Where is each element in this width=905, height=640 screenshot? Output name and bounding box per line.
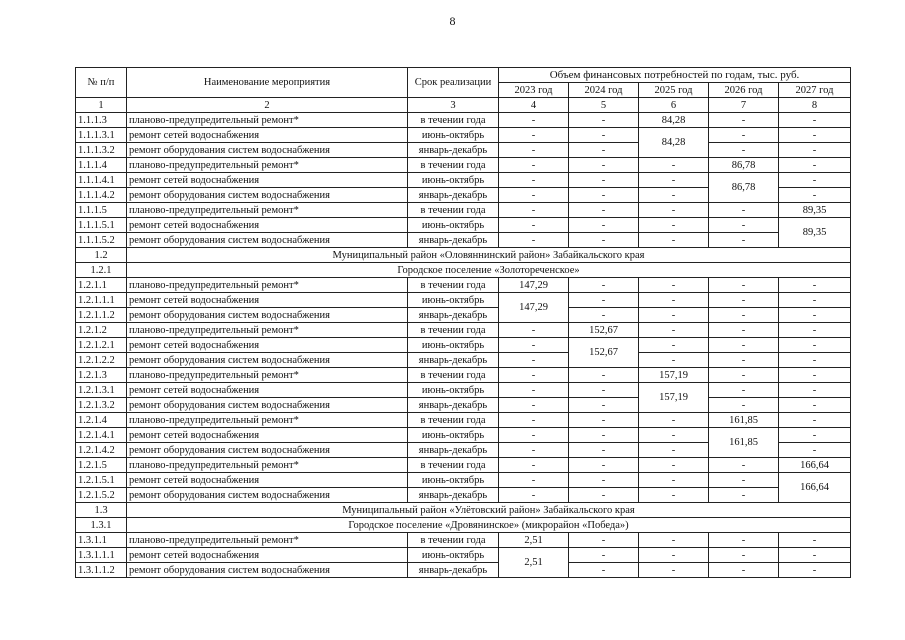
amount-2027: 89,35 <box>779 218 851 248</box>
amount-2027: - <box>779 368 851 383</box>
amount-2026: - <box>709 293 779 308</box>
amount-2026: - <box>709 533 779 548</box>
activity-name: ремонт оборудования систем водоснабжения <box>127 443 408 458</box>
amount-2024: - <box>569 173 639 188</box>
amount-2024: - <box>569 413 639 428</box>
implementation-term: январь-декабрь <box>408 398 499 413</box>
amount-2024: - <box>569 128 639 143</box>
amount-2026: - <box>709 278 779 293</box>
table-row <box>76 563 851 578</box>
amount-2024: - <box>569 218 639 233</box>
activity-name: планово-предупредительный ремонт* <box>127 113 408 128</box>
amount-2023: - <box>499 173 569 188</box>
amount-2026: - <box>709 113 779 128</box>
section-row <box>76 248 851 263</box>
activity-name: планово-предупредительный ремонт* <box>127 323 408 338</box>
column-number: 5 <box>569 98 639 113</box>
activity-name: ремонт сетей водоснабжения <box>127 383 408 398</box>
amount-2026: 86,78 <box>709 173 779 203</box>
amount-2025: - <box>639 233 709 248</box>
financing-table <box>75 67 851 578</box>
table-row <box>76 383 851 398</box>
amount-2023: 2,51 <box>499 533 569 548</box>
amount-2023: - <box>499 488 569 503</box>
table-row <box>76 338 851 353</box>
amount-2025: - <box>639 323 709 338</box>
table-row <box>76 368 851 383</box>
amount-2025: - <box>639 488 709 503</box>
amount-2023: - <box>499 158 569 173</box>
row-number: 1.2.1.2 <box>76 323 127 338</box>
section-row <box>76 263 851 278</box>
amount-2027: - <box>779 353 851 368</box>
amount-2023: - <box>499 458 569 473</box>
amount-2026: - <box>709 368 779 383</box>
activity-name: ремонт сетей водоснабжения <box>127 218 408 233</box>
implementation-term: в течении года <box>408 413 499 428</box>
amount-2023: 147,29 <box>499 293 569 323</box>
amount-2024: - <box>569 293 639 308</box>
header-year-2026: 2026 год <box>709 83 779 98</box>
amount-2025: - <box>639 458 709 473</box>
implementation-term: январь-декабрь <box>408 488 499 503</box>
amount-2024: 152,67 <box>569 338 639 368</box>
table-row <box>76 293 851 308</box>
amount-2024: - <box>569 113 639 128</box>
amount-2025: - <box>639 173 709 188</box>
table-row <box>76 233 851 248</box>
implementation-term: в течении года <box>408 278 499 293</box>
column-number: 4 <box>499 98 569 113</box>
row-number: 1.2.1.1.2 <box>76 308 127 323</box>
implementation-term: в течении года <box>408 533 499 548</box>
implementation-term: июнь-октябрь <box>408 383 499 398</box>
amount-2024: - <box>569 443 639 458</box>
amount-2024: - <box>569 563 639 578</box>
amount-2023: 2,51 <box>499 548 569 578</box>
amount-2027: - <box>779 158 851 173</box>
amount-2026: 86,78 <box>709 158 779 173</box>
amount-2023: - <box>499 233 569 248</box>
row-number: 1.2.1.4 <box>76 413 127 428</box>
amount-2025: - <box>639 278 709 293</box>
amount-2023: - <box>499 473 569 488</box>
amount-2023: - <box>499 398 569 413</box>
row-number: 1.2.1.1.1 <box>76 293 127 308</box>
activity-name: ремонт оборудования систем водоснабжения <box>127 188 408 203</box>
row-number: 1.1.1.3.2 <box>76 143 127 158</box>
implementation-term: июнь-октябрь <box>408 473 499 488</box>
column-number: 8 <box>779 98 851 113</box>
amount-2023: - <box>499 128 569 143</box>
amount-2025: - <box>639 473 709 488</box>
amount-2025: - <box>639 563 709 578</box>
implementation-term: январь-декабрь <box>408 233 499 248</box>
amount-2023: - <box>499 218 569 233</box>
section-title: Муниципальный район «Оловяннинский район» Забайкальского края <box>127 248 851 263</box>
implementation-term: в течении года <box>408 368 499 383</box>
amount-2026: - <box>709 353 779 368</box>
amount-2024: - <box>569 548 639 563</box>
implementation-term: июнь-октябрь <box>408 218 499 233</box>
implementation-term: июнь-октябрь <box>408 173 499 188</box>
implementation-term: в течении года <box>408 113 499 128</box>
header-financing-group: Объем финансовых потребностей по годам, тыс. руб. <box>499 68 851 83</box>
amount-2027: - <box>779 143 851 158</box>
implementation-term: июнь-октябрь <box>408 293 499 308</box>
amount-2027: - <box>779 323 851 338</box>
amount-2027: - <box>779 383 851 398</box>
section-row <box>76 503 851 518</box>
table-row <box>76 278 851 293</box>
amount-2027: - <box>779 338 851 353</box>
activity-name: ремонт оборудования систем водоснабжения <box>127 353 408 368</box>
amount-2025: - <box>639 158 709 173</box>
row-number: 1.2.1.4.1 <box>76 428 127 443</box>
header-num: № п/п <box>76 68 127 98</box>
row-number: 1.1.1.3 <box>76 113 127 128</box>
row-number: 1.2.1.5 <box>76 458 127 473</box>
amount-2026: - <box>709 323 779 338</box>
activity-name: планово-предупредительный ремонт* <box>127 158 408 173</box>
amount-2026: - <box>709 563 779 578</box>
amount-2025: - <box>639 308 709 323</box>
amount-2026: - <box>709 488 779 503</box>
column-number: 6 <box>639 98 709 113</box>
activity-name: планово-предупредительный ремонт* <box>127 413 408 428</box>
amount-2023: - <box>499 113 569 128</box>
table-row <box>76 323 851 338</box>
amount-2024: - <box>569 488 639 503</box>
header-year-2024: 2024 год <box>569 83 639 98</box>
section-title: Городское поселение «Дровянинское» (микрорайон «Победа») <box>127 518 851 533</box>
amount-2027: - <box>779 413 851 428</box>
row-number: 1.3.1.1.1 <box>76 548 127 563</box>
amount-2025: - <box>639 338 709 353</box>
table-row <box>76 128 851 143</box>
implementation-term: июнь-октябрь <box>408 338 499 353</box>
table-row <box>76 203 851 218</box>
amount-2024: - <box>569 188 639 203</box>
activity-name: ремонт сетей водоснабжения <box>127 128 408 143</box>
table-row <box>76 413 851 428</box>
amount-2024: - <box>569 458 639 473</box>
amount-2027: - <box>779 443 851 458</box>
table-row <box>76 353 851 368</box>
amount-2027: 166,64 <box>779 473 851 503</box>
activity-name: ремонт оборудования систем водоснабжения <box>127 398 408 413</box>
implementation-term: январь-декабрь <box>408 143 499 158</box>
activity-name: ремонт сетей водоснабжения <box>127 428 408 443</box>
row-number: 1.1.1.3.1 <box>76 128 127 143</box>
table-row <box>76 428 851 443</box>
header-year-2025: 2025 год <box>639 83 709 98</box>
amount-2024: - <box>569 473 639 488</box>
amount-2027: - <box>779 308 851 323</box>
amount-2025: - <box>639 428 709 443</box>
amount-2026: - <box>709 143 779 158</box>
implementation-term: в течении года <box>408 323 499 338</box>
activity-name: ремонт сетей водоснабжения <box>127 548 408 563</box>
amount-2024: - <box>569 158 639 173</box>
row-number: 1.2 <box>76 248 127 263</box>
amount-2027: - <box>779 548 851 563</box>
activity-name: ремонт оборудования систем водоснабжения <box>127 488 408 503</box>
amount-2025: - <box>639 353 709 368</box>
row-number: 1.2.1.3 <box>76 368 127 383</box>
activity-name: ремонт сетей водоснабжения <box>127 293 408 308</box>
table-row <box>76 113 851 128</box>
activity-name: ремонт сетей водоснабжения <box>127 473 408 488</box>
amount-2026: - <box>709 308 779 323</box>
amount-2027: - <box>779 128 851 143</box>
amount-2026: - <box>709 458 779 473</box>
activity-name: ремонт оборудования систем водоснабжения <box>127 143 408 158</box>
table-row <box>76 143 851 158</box>
amount-2024: 152,67 <box>569 323 639 338</box>
amount-2023: - <box>499 323 569 338</box>
column-number: 7 <box>709 98 779 113</box>
activity-name: ремонт сетей водоснабжения <box>127 173 408 188</box>
amount-2023: - <box>499 413 569 428</box>
amount-2023: - <box>499 143 569 158</box>
amount-2024: - <box>569 533 639 548</box>
amount-2027: - <box>779 563 851 578</box>
table-row <box>76 533 851 548</box>
implementation-term: в течении года <box>408 458 499 473</box>
amount-2026: 161,85 <box>709 413 779 428</box>
row-number: 1.1.1.5.2 <box>76 233 127 248</box>
amount-2024: - <box>569 398 639 413</box>
amount-2023: - <box>499 368 569 383</box>
amount-2025: - <box>639 218 709 233</box>
table-row <box>76 458 851 473</box>
amount-2025: 84,28 <box>639 113 709 128</box>
amount-2026: 161,85 <box>709 428 779 458</box>
section-title: Муниципальный район «Улётовский район» Забайкальского края <box>127 503 851 518</box>
amount-2027: 166,64 <box>779 458 851 473</box>
header-year-2027: 2027 год <box>779 83 851 98</box>
row-number: 1.1.1.5.1 <box>76 218 127 233</box>
amount-2025: - <box>639 548 709 563</box>
implementation-term: июнь-октябрь <box>408 548 499 563</box>
amount-2023: - <box>499 428 569 443</box>
column-number: 2 <box>127 98 408 113</box>
amount-2026: - <box>709 398 779 413</box>
activity-name: ремонт оборудования систем водоснабжения <box>127 563 408 578</box>
amount-2027: - <box>779 173 851 188</box>
row-number: 1.2.1.5.2 <box>76 488 127 503</box>
implementation-term: январь-декабрь <box>408 353 499 368</box>
implementation-term: в течении года <box>408 203 499 218</box>
amount-2026: - <box>709 233 779 248</box>
amount-2023: - <box>499 443 569 458</box>
implementation-term: в течении года <box>408 158 499 173</box>
amount-2027: - <box>779 293 851 308</box>
amount-2024: - <box>569 383 639 398</box>
table-row <box>76 473 851 488</box>
amount-2025: 157,19 <box>639 383 709 413</box>
row-number: 1.1.1.5 <box>76 203 127 218</box>
amount-2025: - <box>639 533 709 548</box>
row-number: 1.2.1.4.2 <box>76 443 127 458</box>
activity-name: ремонт оборудования систем водоснабжения <box>127 308 408 323</box>
amount-2026: - <box>709 473 779 488</box>
amount-2025: 84,28 <box>639 128 709 158</box>
table-row <box>76 158 851 173</box>
amount-2024: - <box>569 278 639 293</box>
table-row <box>76 218 851 233</box>
amount-2027: - <box>779 278 851 293</box>
row-number: 1.3.1.1.2 <box>76 563 127 578</box>
row-number: 1.2.1.1 <box>76 278 127 293</box>
amount-2025: - <box>639 188 709 203</box>
row-number: 1.1.1.4 <box>76 158 127 173</box>
activity-name: планово-предупредительный ремонт* <box>127 533 408 548</box>
activity-name: ремонт оборудования систем водоснабжения <box>127 233 408 248</box>
amount-2027: - <box>779 398 851 413</box>
row-number: 1.2.1.3.2 <box>76 398 127 413</box>
section-title: Городское поселение «Золотореченское» <box>127 263 851 278</box>
implementation-term: июнь-октябрь <box>408 428 499 443</box>
amount-2024: - <box>569 233 639 248</box>
amount-2026: - <box>709 128 779 143</box>
amount-2026: - <box>709 338 779 353</box>
header-term: Срок реализации <box>408 68 499 98</box>
row-number: 1.3 <box>76 503 127 518</box>
amount-2027: - <box>779 113 851 128</box>
implementation-term: январь-декабрь <box>408 188 499 203</box>
header-year-2023: 2023 год <box>499 83 569 98</box>
amount-2023: - <box>499 353 569 368</box>
row-number: 1.2.1 <box>76 263 127 278</box>
amount-2025: - <box>639 443 709 458</box>
amount-2025: - <box>639 413 709 428</box>
activity-name: планово-предупредительный ремонт* <box>127 458 408 473</box>
amount-2027: 89,35 <box>779 203 851 218</box>
implementation-term: июнь-октябрь <box>408 128 499 143</box>
table-row <box>76 488 851 503</box>
implementation-term: январь-декабрь <box>408 443 499 458</box>
amount-2027: - <box>779 188 851 203</box>
activity-name: планово-предупредительный ремонт* <box>127 203 408 218</box>
activity-name: планово-предупредительный ремонт* <box>127 368 408 383</box>
amount-2025: - <box>639 203 709 218</box>
amount-2025: 157,19 <box>639 368 709 383</box>
amount-2024: - <box>569 428 639 443</box>
row-number: 1.2.1.2.1 <box>76 338 127 353</box>
amount-2024: - <box>569 203 639 218</box>
implementation-term: январь-декабрь <box>408 563 499 578</box>
amount-2026: - <box>709 548 779 563</box>
column-number: 1 <box>76 98 127 113</box>
amount-2024: - <box>569 308 639 323</box>
implementation-term: январь-декабрь <box>408 308 499 323</box>
amount-2026: - <box>709 203 779 218</box>
activity-name: планово-предупредительный ремонт* <box>127 278 408 293</box>
table-row <box>76 398 851 413</box>
amount-2024: - <box>569 143 639 158</box>
amount-2025: - <box>639 293 709 308</box>
row-number: 1.1.1.4.1 <box>76 173 127 188</box>
amount-2023: - <box>499 338 569 353</box>
page-number: 8 <box>449 14 456 28</box>
amount-2023: - <box>499 188 569 203</box>
header-name: Наименование мероприятия <box>127 68 408 98</box>
table-row <box>76 308 851 323</box>
amount-2023: 147,29 <box>499 278 569 293</box>
row-number: 1.3.1.1 <box>76 533 127 548</box>
activity-name: ремонт сетей водоснабжения <box>127 338 408 353</box>
amount-2027: - <box>779 533 851 548</box>
row-number: 1.2.1.5.1 <box>76 473 127 488</box>
table-row <box>76 173 851 188</box>
table-row <box>76 548 851 563</box>
amount-2026: - <box>709 383 779 398</box>
column-number: 3 <box>408 98 499 113</box>
amount-2023: - <box>499 203 569 218</box>
amount-2023: - <box>499 383 569 398</box>
amount-2026: - <box>709 218 779 233</box>
amount-2024: - <box>569 368 639 383</box>
row-number: 1.1.1.4.2 <box>76 188 127 203</box>
row-number: 1.3.1 <box>76 518 127 533</box>
row-number: 1.2.1.3.1 <box>76 383 127 398</box>
amount-2027: - <box>779 428 851 443</box>
section-row <box>76 518 851 533</box>
row-number: 1.2.1.2.2 <box>76 353 127 368</box>
